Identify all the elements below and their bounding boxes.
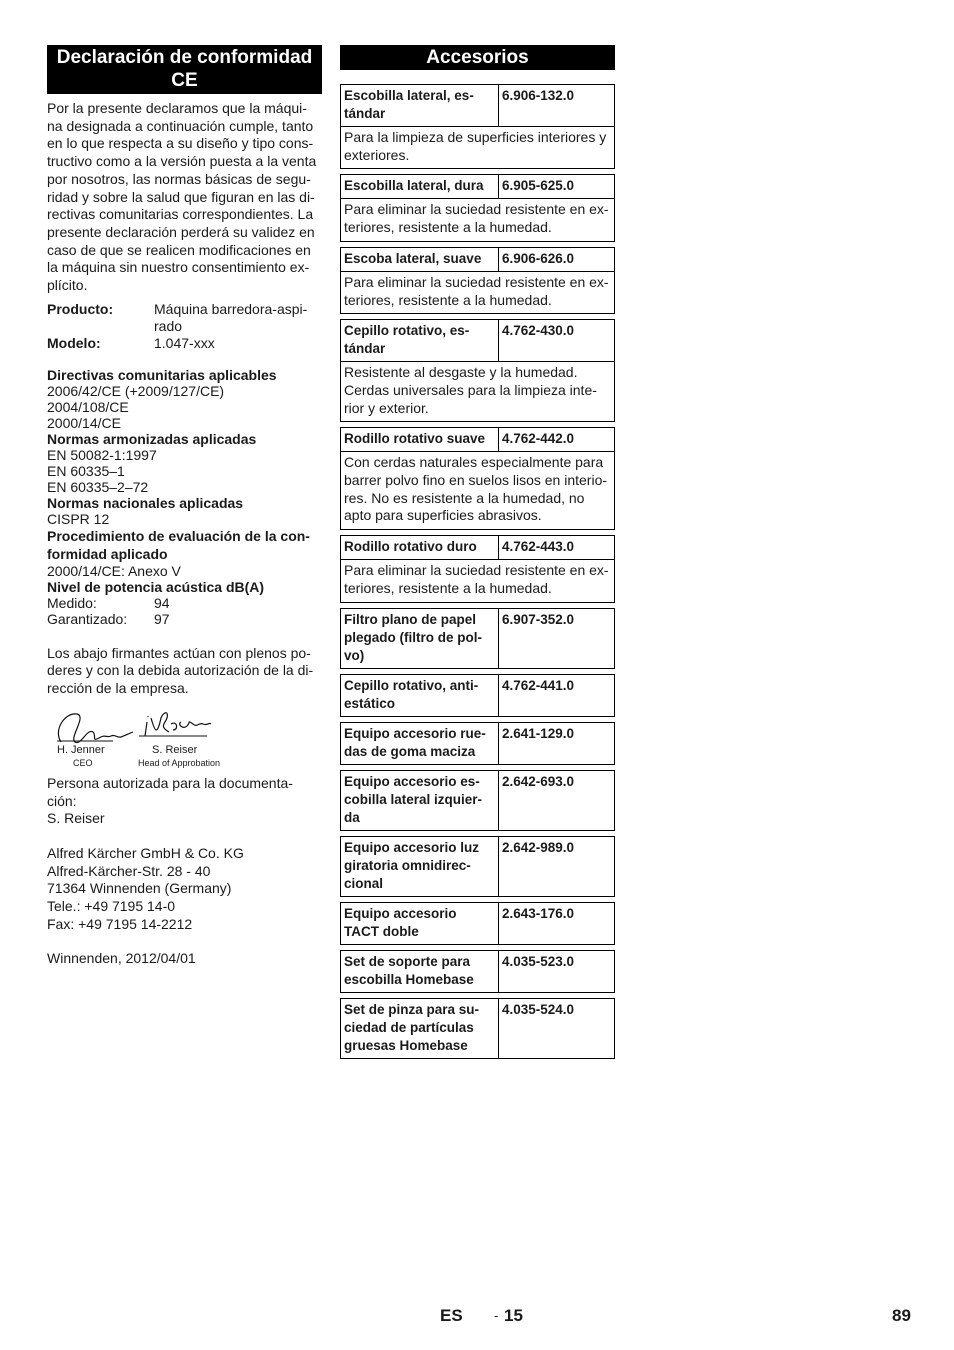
accessory-name: Equipo accesorio rue- das de goma maciza xyxy=(341,723,499,764)
accessory-header-row xyxy=(341,175,614,198)
measured-value: 94 xyxy=(154,594,170,611)
accessory-header-row xyxy=(341,248,614,271)
accessory-header-row xyxy=(341,85,614,126)
accessory-name: Set de pinza para su- ciedad de partículas gruesas Homebase xyxy=(341,999,499,1058)
accessory-name: Set de soporte para escobilla Homebase xyxy=(341,951,499,992)
accessory-order-number: 4.762-442.0 xyxy=(502,431,575,447)
guaranteed-label: Garantizado: xyxy=(47,610,128,627)
doc-person-line: ción: xyxy=(47,792,77,809)
doc-person xyxy=(47,775,322,828)
national-label: Normas nacionales aplicadas xyxy=(47,494,244,511)
product-row xyxy=(47,301,322,335)
accessory-header-row xyxy=(341,536,614,559)
accessory-name: Cepillo rotativo, anti- estático xyxy=(341,675,499,716)
signer2-name: S. Reiser xyxy=(152,743,198,756)
harmonized-item: EN 50082-1:1997 xyxy=(47,446,157,463)
measured-row xyxy=(47,595,322,611)
accessory-order-number: 4.762-430.0 xyxy=(502,323,575,339)
intro-line: plícito. xyxy=(47,277,88,294)
accessory-order-number: 6.905-625.0 xyxy=(502,178,575,194)
harmonized-label: Normas armonizadas aplicadas xyxy=(47,430,257,447)
signer2-role: Head of Approbation xyxy=(138,757,221,768)
accessory-header-row xyxy=(341,837,614,896)
accessory-header-row xyxy=(341,771,614,830)
accessory-header-row xyxy=(341,609,614,668)
accessory-name: Rodillo rotativo duro xyxy=(341,536,499,559)
signers-line: deres y con la debida autorización de la di- xyxy=(47,662,314,679)
signatures xyxy=(47,708,322,770)
accessory-item xyxy=(340,535,615,602)
accessory-name: Equipo accesorio luz giratoria omnidirec- cional xyxy=(341,837,499,896)
accessory-item xyxy=(340,174,615,241)
model-label: Modelo: xyxy=(47,334,101,351)
procedure-value: 2000/14/CE: Anexo V xyxy=(47,562,181,579)
accessory-header-row xyxy=(341,723,614,764)
accessory-item xyxy=(340,674,615,717)
accessory-order-number: 6.906-626.0 xyxy=(502,250,575,266)
accessory-name: Rodillo rotativo suave xyxy=(341,428,499,451)
signers-text xyxy=(47,645,322,698)
footer-language: ES xyxy=(440,1306,463,1325)
standards-block xyxy=(47,367,322,627)
accessory-name: Escobilla lateral, es- tándar xyxy=(341,85,499,126)
accessory-name: Equipo accesorio TACT doble xyxy=(341,903,499,944)
doc-person-line: S. Reiser xyxy=(47,810,105,827)
harmonized-item: EN 60335–2–72 xyxy=(47,478,149,495)
model-row xyxy=(47,335,322,352)
accessory-item xyxy=(340,427,615,530)
accessory-description: Resistente al desgaste y la humedad. Cerdas universales para la limpieza inte- rior y exterior. xyxy=(341,361,614,421)
intro-line: por nosotros, las normas básicas de segu- xyxy=(47,170,311,187)
accessories-column xyxy=(340,45,615,1059)
accessory-item xyxy=(340,950,615,993)
accessory-description: Para eliminar la suciedad resistente en ex- teriores, resistente a la humedad. xyxy=(341,198,614,240)
intro-line: tructivo como a la versión puesta a la venta xyxy=(47,153,317,170)
accessory-order-number: 4.035-524.0 xyxy=(502,1001,575,1017)
accessory-header-row xyxy=(341,903,614,944)
intro-line: la máquina sin nuestro consentimiento ex- xyxy=(47,259,310,276)
accessory-order-number: 4.762-443.0 xyxy=(502,539,575,555)
intro-line: en lo que respecta a su diseño y tipo cons- xyxy=(47,135,314,152)
accessory-header-row xyxy=(341,428,614,451)
intro-line: ridad y sobre la salud que figuran en las di- xyxy=(47,188,315,205)
doc-person-line: Persona autorizada para la documenta- xyxy=(47,774,293,791)
accessory-description: Para eliminar la suciedad resistente en ex- teriores, resistente a la humedad. xyxy=(341,559,614,601)
intro-line: rectivas comunitarias correspondientes. La xyxy=(47,206,314,223)
accessory-name: Filtro plano de papel plegado (filtro de pol- vo) xyxy=(341,609,499,668)
directive-item: 2000/14/CE xyxy=(47,414,121,431)
address-line: Alfred Kärcher GmbH & Co. KG xyxy=(47,844,244,861)
declaration-intro xyxy=(47,100,322,295)
accessory-description: Con cerdas naturales especialmente para barrer polvo fino en suelos lisos en interio- res. No es resistente a la humedad, no apto para superficies abrasivos. xyxy=(341,451,614,529)
product-value: Máquina barredora-aspi- rado xyxy=(154,300,308,334)
directive-item: 2004/108/CE xyxy=(47,398,129,415)
accessory-name: Equipo accesorio es- cobilla lateral izquier- da xyxy=(341,771,499,830)
model-value: 1.047-xxx xyxy=(154,334,215,351)
product-block xyxy=(47,301,322,352)
accessory-item xyxy=(340,902,615,945)
footer-page-number: 89 xyxy=(892,1306,911,1325)
accessory-order-number: 6.907-352.0 xyxy=(502,611,575,627)
accessory-description: Para la limpieza de superficies interiores y exteriores. xyxy=(341,126,614,168)
accessory-item xyxy=(340,998,615,1059)
accessory-header-row xyxy=(341,999,614,1058)
accessory-name: Escoba lateral, suave xyxy=(341,248,499,271)
accessory-name: Escobilla lateral, dura xyxy=(341,175,499,198)
accessory-item xyxy=(340,247,615,314)
product-label: Producto: xyxy=(47,300,114,317)
accessory-order-number: 4.035-523.0 xyxy=(502,953,575,969)
accessory-item xyxy=(340,836,615,897)
national-item: CISPR 12 xyxy=(47,510,110,527)
accessory-item xyxy=(340,608,615,669)
company-address xyxy=(47,845,322,934)
accessory-name: Cepillo rotativo, es- tándar xyxy=(341,320,499,361)
guaranteed-value: 97 xyxy=(154,610,170,627)
signers-line: rección de la empresa. xyxy=(47,680,189,697)
measured-label: Medido: xyxy=(47,594,97,611)
accessory-order-number: 2.642-989.0 xyxy=(502,839,575,855)
accessory-item xyxy=(340,770,615,831)
accessory-order-number: 6.906-132.0 xyxy=(502,88,575,103)
accessory-order-number: 4.762-441.0 xyxy=(502,677,575,693)
accessory-item xyxy=(340,319,615,422)
harmonized-item: EN 60335–1 xyxy=(47,462,125,479)
accessories-list xyxy=(340,84,615,1059)
accessory-header-row xyxy=(341,675,614,716)
accessory-header-row xyxy=(341,951,614,992)
footer-dash: - xyxy=(494,1308,499,1323)
declaration-title: Declaración de conformidad CE xyxy=(47,45,322,94)
address-line: 71364 Winnenden (Germany) xyxy=(47,880,232,897)
accessory-header-row xyxy=(341,320,614,361)
signer1-role: CEO xyxy=(73,757,93,768)
declaration-column xyxy=(47,45,322,968)
address-line: Tele.: +49 7195 14-0 xyxy=(47,898,176,915)
footer-section-page: 15 xyxy=(504,1306,523,1325)
noise-label: Nivel de potencia acústica dB(A) xyxy=(47,578,265,595)
address-line: Fax: +49 7195 14-2212 xyxy=(47,915,193,932)
signers-line: Los abajo firmantes actúan con plenos po- xyxy=(47,644,311,661)
intro-line: caso de que se realicen modificaciones en xyxy=(47,241,311,258)
place-date: Winnenden, 2012/04/01 xyxy=(47,950,196,967)
accessory-item xyxy=(340,722,615,765)
directives-label: Directivas comunitarias aplicables xyxy=(47,366,277,383)
accessory-item xyxy=(340,84,615,169)
procedure-label: Procedimiento de evaluación de la con- formidad aplicado xyxy=(47,527,310,562)
intro-line: Por la presente declaramos que la máqui- xyxy=(47,100,307,116)
guaranteed-row xyxy=(47,611,322,627)
intro-line: presente declaración perderá su validez en xyxy=(47,223,315,240)
directive-item: 2006/42/CE (+2009/127/CE) xyxy=(47,382,225,399)
signer1-name: H. Jenner xyxy=(57,743,105,756)
accessory-order-number: 2.643-176.0 xyxy=(502,905,575,921)
accessory-description: Para eliminar la suciedad resistente en ex- teriores, resistente a la humedad. xyxy=(341,271,614,313)
accessory-order-number: 2.642-693.0 xyxy=(502,773,575,789)
address-line: Alfred-Kärcher-Str. 28 - 40 xyxy=(47,862,211,879)
accessories-title: Accesorios xyxy=(340,45,615,70)
accessory-order-number: 2.641-129.0 xyxy=(502,725,575,741)
intro-line: na designada a continuación cumple, tanto xyxy=(47,117,314,134)
